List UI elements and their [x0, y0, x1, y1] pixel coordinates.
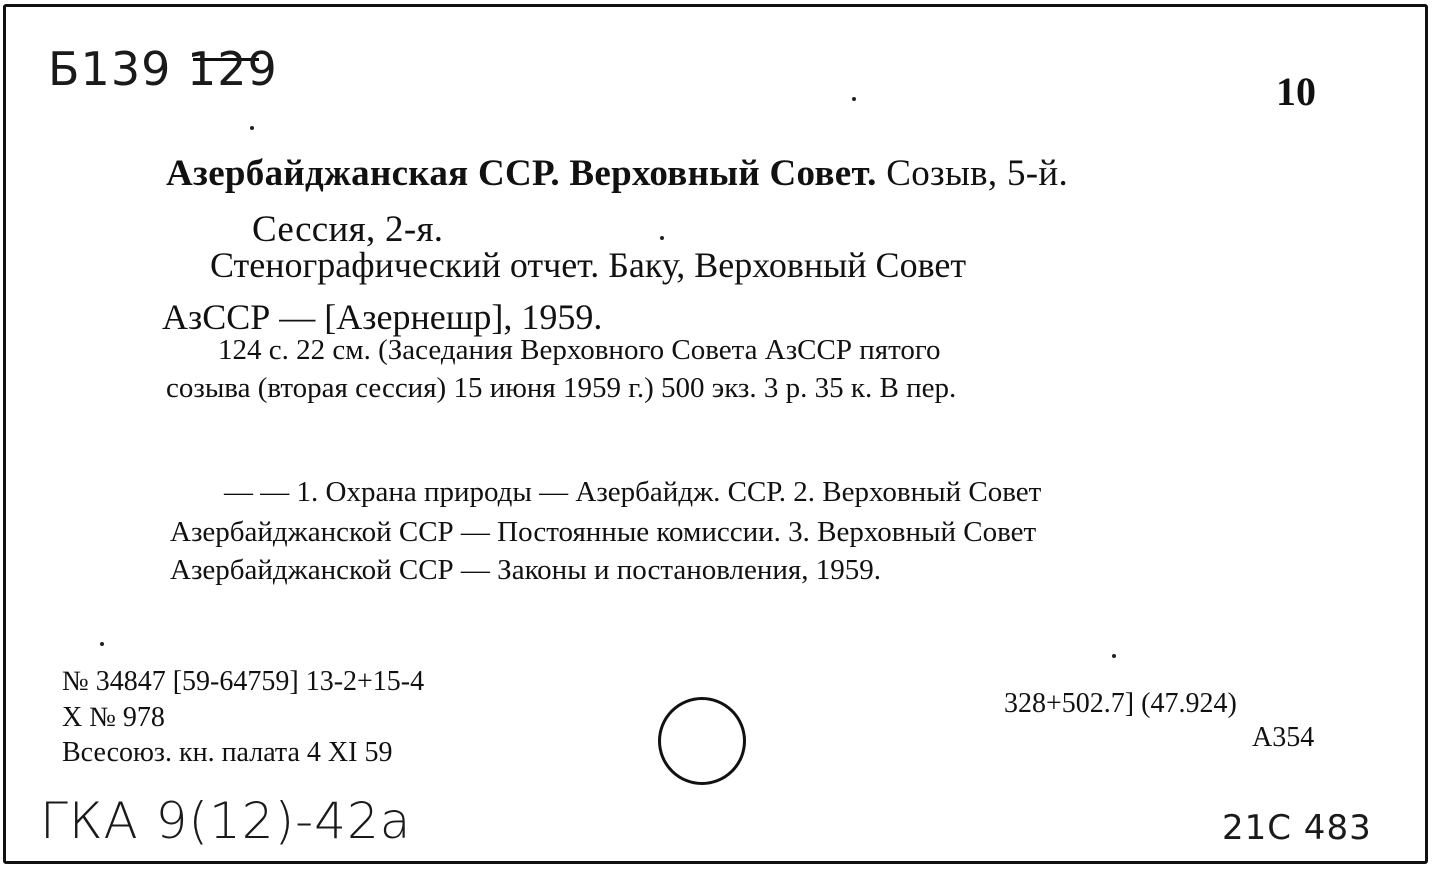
description-line-1: 124 с. 22 см. (Заседания Верховного Совета АзССР пятого: [218, 334, 941, 366]
card-number: 10: [1276, 69, 1316, 114]
speck: [660, 236, 664, 240]
subject-line-3: Азербайджанской ССР — Законы и постановления, 1959.: [170, 554, 882, 586]
speck: [250, 126, 254, 130]
speck: [852, 97, 856, 101]
description-line-2: созыва (вторая сессия) 15 июня 1959 г.) 500 экз. 3 р. 35 к. В пер.: [166, 372, 957, 404]
handwritten-shelfmark-bottom-left: ГКА 9(12)-42а: [40, 792, 412, 850]
body-line-2: АзССР — [Азернешр], 1959.: [162, 297, 603, 337]
subject-line-1: — — 1. Охрана природы — Азербайдж. ССР. 2. Верховный Совет: [224, 476, 1042, 508]
registration-line-3: Всесоюз. кн. палата 4 XI 59: [62, 737, 393, 768]
title-line-1: [166, 152, 1068, 195]
classification-line-2: А354: [1252, 722, 1315, 753]
title-author-bold: Азербайджанская ССР. Верховный Совет.: [166, 153, 877, 194]
registration-line-2: X № 978: [62, 702, 165, 733]
speck: [100, 642, 104, 646]
speck: [1112, 654, 1116, 658]
title-convocation: Созыв, 5-й.: [886, 153, 1069, 194]
classification-line-1: 328+502.7] (47.924): [1004, 688, 1237, 719]
handwritten-shelfmark-top: Б139 129: [48, 42, 278, 96]
punched-hole-circle: [658, 697, 746, 785]
registration-line-1: № 34847 [59-64759] 13-2+15-4: [62, 666, 425, 697]
subject-line-2: Азербайджанской ССР — Постоянные комиссии. 3. Верховный Совет: [170, 516, 1037, 548]
body-line-1: Стенографический отчет. Баку, Верховный Совет: [210, 245, 967, 285]
title-line-2: Сессия, 2-я.: [252, 209, 444, 250]
handwritten-shelfmark-bottom-right: 21С 483: [1222, 808, 1372, 848]
